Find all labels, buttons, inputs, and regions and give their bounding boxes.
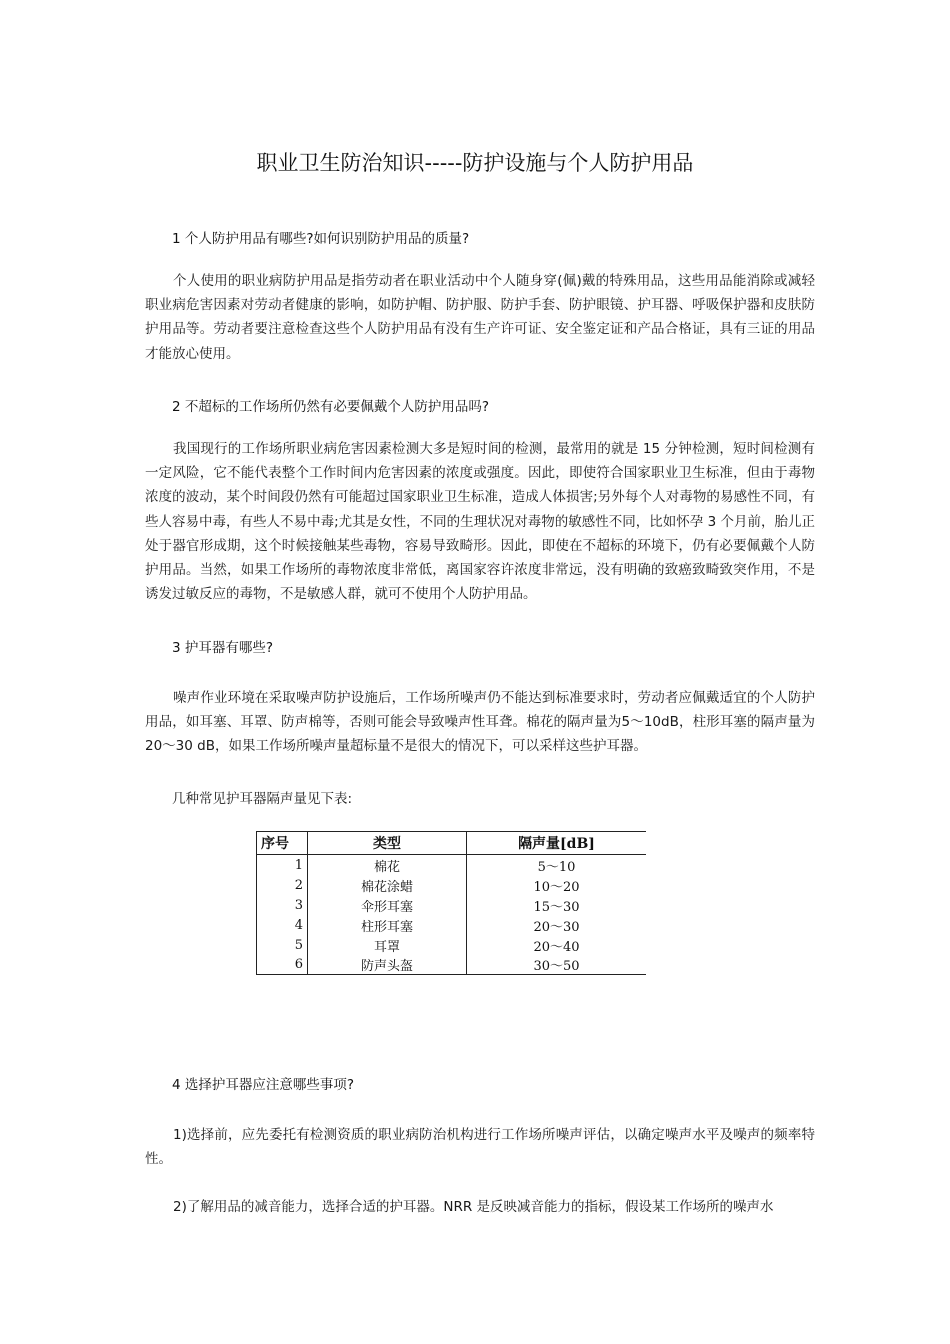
table-row <box>257 955 647 975</box>
cell-type: 棉花 <box>308 855 467 876</box>
cell-index: 2 <box>257 875 308 895</box>
cell-type: 防声头盔 <box>308 955 467 975</box>
cell-type: 耳罩 <box>308 935 467 955</box>
cell-type: 棉花涂蜡 <box>308 875 467 895</box>
cell-attenuation: 20～30 <box>533 919 580 935</box>
cell-attenuation: 30～50 <box>467 955 647 975</box>
cell-attenuation: 15～30 <box>533 899 580 915</box>
table-row <box>257 855 647 876</box>
section-4-item-1: 1)选择前，应先委托有检测资质的职业病防治机构进行工作场所噪声评估，以确定噪声水平及噪声的频率特性。 <box>145 1127 815 1168</box>
cell-attenuation: 5～10 <box>537 859 576 875</box>
header-attenuation: 隔声量[dB] <box>467 832 647 855</box>
document-title: 职业卫生防治知识-----防护设施与个人防护用品 <box>256 151 694 175</box>
section-2-body: 我国现行的工作场所职业病危害因素检测大多是短时间的检测，最常用的就是 15 分钟检测，短时间检测有一定风险，它不能代表整个工作时间内危害因素的浓度或强度。因此，即使符合国家职业卫生标准，但由于毒物浓度的波动，某个时间段仍然有可能超过国家职业卫生标准，造成人体损害;另外每个人对毒物的易感性不同，有些人容易中毒，有些人不易中毒;尤其是女性，不同的生理状况对毒物的敏感性不同，比如怀孕 3 个月前，胎儿正处于器官形成期，这个时候接触某些毒物，容易导致畸形。因此，即使在不超标的环境下，仍有必要佩戴个人防护用品。当然，如果工作场所的毒物浓度非常低，离国家容许浓度非常远，没有明确的致癌致畸致突作用，不是诱发过敏反应的毒物，不是敏感人群，就可不使用个人防护用品。 <box>145 441 815 603</box>
section-3-body: 噪声作业环境在采取噪声防护设施后，工作场所噪声仍不能达到标准要求时，劳动者应佩戴适宜的个人防护用品，如耳塞、耳罩、防声棉等，否则可能会导致噪声性耳聋。棉花的隔声量为5～10dB，柱形耳塞的隔声量为20～30 dB，如果工作场所噪声量超标量不是很大的情况下，可以采样这些护耳器。 <box>145 690 815 755</box>
section-4-item-2: 2)了解用品的减音能力，选择合适的护耳器。NRR 是反映减音能力的指标，假设某工作场所的噪声水 <box>173 1199 774 1215</box>
cell-index: 5 <box>257 935 308 955</box>
cell-attenuation: 20～40 <box>533 939 580 955</box>
table-row <box>257 875 647 895</box>
section-4-heading: 4 选择护耳器应注意哪些事项? <box>172 1077 355 1093</box>
table-header-row <box>257 832 647 855</box>
cell-type: 伞形耳塞 <box>308 895 467 915</box>
cell-index: 6 <box>257 955 308 975</box>
header-index: 序号 <box>257 832 308 855</box>
cell-index: 1 <box>257 855 308 876</box>
section-2-heading: 2 不超标的工作场所仍然有必要佩戴个人防护用品吗? <box>172 399 490 415</box>
table-row <box>257 915 647 935</box>
section-1-body: 个人使用的职业病防护用品是指劳动者在职业活动中个人随身穿(佩)戴的特殊用品，这些用品能消除或减轻职业病危害因素对劳动者健康的影响，如防护帽、防护服、防护手套、防护眼镜、护耳器、呼吸保护器和皮肤防护用品等。劳动者要注意检查这些个人防护用品有没有生产许可证、安全鉴定证和产品合格证，具有三证的用品才能放心使用。 <box>145 273 815 362</box>
ear-protector-table <box>256 831 646 975</box>
cell-index: 4 <box>257 915 308 935</box>
table-row <box>257 895 647 915</box>
table-intro: 几种常见护耳器隔声量见下表: <box>172 791 353 807</box>
cell-attenuation: 10～20 <box>533 879 580 895</box>
section-1-heading: 1 个人防护用品有哪些?如何识别防护用品的质量? <box>172 231 470 247</box>
section-3-heading: 3 护耳器有哪些? <box>172 640 274 656</box>
cell-type: 柱形耳塞 <box>308 915 467 935</box>
table-row <box>257 935 647 955</box>
header-type: 类型 <box>308 832 467 855</box>
cell-index: 3 <box>257 895 308 915</box>
